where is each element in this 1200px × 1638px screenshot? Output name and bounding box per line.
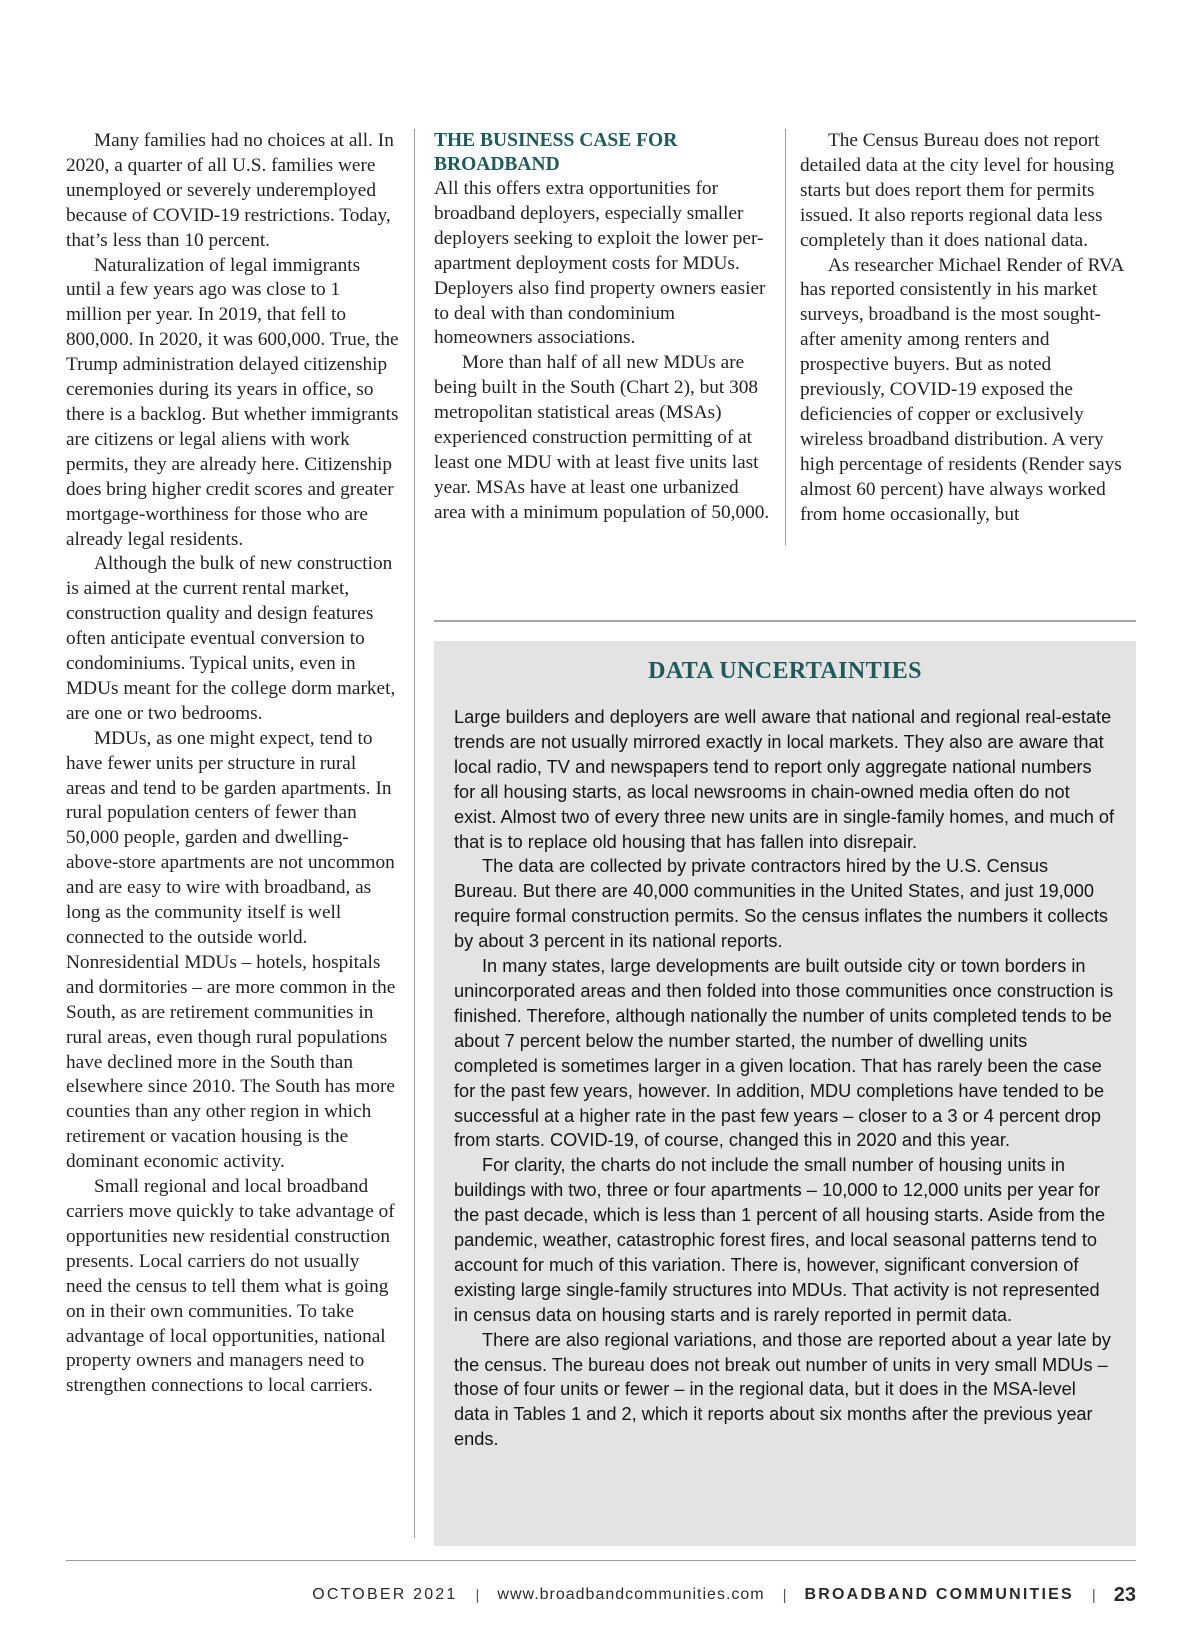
issue-date: OCTOBER 2021 bbox=[312, 1586, 458, 1603]
magazine-name: BROADBAND COMMUNITIES bbox=[804, 1586, 1074, 1603]
sidebar-paragraph: There are also regional variations, and those are reported about a year late by the census. The bureau does not break out number of units in very small MDUs – those of four units or fewer – in the regional data, but it does in the MSA-level data in Tables 1 and 2, which it reports about six months after the previous year ends. bbox=[454, 1329, 1111, 1450]
body-paragraph: Many families had no choices at all. In 2020, a quarter of all U.S. families were unemployed or severely underemployed because of COVID-19 restrictions. Today, that’s less than 10 percent. bbox=[66, 130, 394, 251]
page-number: 23 bbox=[1113, 1583, 1136, 1606]
footer-separator: | bbox=[475, 1586, 480, 1604]
body-paragraph: As researcher Michael Render of RVA has reported consistently in his market surveys, broadband is the most sought-after amenity among renters and prospective buyers. But as noted previously, COVID-19 exposed the deficiencies of copper or exclusively wireless broadband distribution. A very high percentage of residents (Render says almost 60 percent) have always worked from home occasionally, but bbox=[800, 254, 1124, 525]
sidebar-body bbox=[454, 705, 1116, 1452]
body-paragraph: More than half of all new MDUs are being built in the South (Chart 2), but 308 metropolitan statistical areas (MSAs) experienced construction permitting of at least one MDU with at least five units last year. MSAs have at least one urbanized area with a minimum population of 50,000. bbox=[434, 352, 770, 523]
column-divider-left bbox=[414, 129, 415, 1538]
page-footer bbox=[312, 1581, 1136, 1609]
sidebar-paragraph: For clarity, the charts do not include the small number of housing units in buildings with two, three or four apartments – 10,000 to 12,000 units per year for the past decade, which is less than 1 percent of all housing starts. Aside from the pandemic, weather, catastrophic forest fires, and local seasonal patterns tend to account for much of this variation. There is, however, significant conversion of existing large single-family structures into MDUs. That activity is not represented in census data on housing starts and is rarely reported in permit data. bbox=[454, 1155, 1106, 1325]
body-paragraph: The Census Bureau does not report detailed data at the city level for housing starts but does report them for permits issued. It also reports regional data less completely than it does national data. bbox=[800, 130, 1115, 251]
section-heading: THE BUSINESS CASE FOR BROADBAND bbox=[434, 130, 678, 175]
body-paragraph: Although the bulk of new construction is aimed at the current rental market, construction quality and design features often anticipate eventual conversion to condominiums. Typical units, even in MDUs meant for the college dorm market, are one or two bedrooms. bbox=[66, 553, 396, 724]
sidebar-title: DATA UNCERTAINTIES bbox=[648, 658, 922, 684]
body-paragraph: Naturalization of legal immigrants until a few years ago was close to 1 million per year. In 2019, that fell to 800,000. In 2020, it was 600,000. True, the Trump administration delayed citizenship ceremonies during its years in office, so there is a backlog. But whether immigrants are citizens or legal aliens with work permits, they are already here. Citizenship does bring higher credit scores and greater mortgage-worthiness for those who are already legal residents. bbox=[66, 254, 399, 550]
data-uncertainties-sidebar bbox=[434, 641, 1136, 1546]
sidebar-top-rule bbox=[434, 620, 1136, 622]
body-paragraph: MDUs, as one might expect, tend to have fewer units per structure in rural areas and tend to be garden apartments. In rural population centers of fewer than 50,000 people, garden and dwelling-above-store apartments are not uncommon and are easy to wire with broadband, as long as the community itself is well connected to the outside world. Nonresidential MDUs – hotels, hospitals and dormitories – are more common in the South, as are retirement communities in rural areas, even though rural populations have declined more in the South than elsewhere since 2010. The South has more counties than any other region in which retirement or vacation housing is the dominant economic activity. bbox=[66, 727, 396, 1173]
website-url: www.broadbandcommunities.com bbox=[497, 1586, 765, 1603]
article-column-1 bbox=[66, 129, 399, 1399]
footer-rule bbox=[66, 1560, 1136, 1561]
body-paragraph: All this offers extra opportunities for broadband deployers, especially smaller deployers seeking to exploit the lower per-apartment deployment costs for MDUs. Deployers also find property owners easier to deal with than condominium homeowners associations. bbox=[434, 178, 766, 349]
body-paragraph: Small regional and local broadband carriers move quickly to take advantage of opportunities new residential construction presents. Local carriers do not usually need the census to tell them what is going on in their own communities. To take advantage of local opportunities, national property owners and managers need to strengthen connections to local carriers. bbox=[66, 1176, 395, 1397]
footer-separator: | bbox=[1091, 1586, 1096, 1604]
sidebar-paragraph: The data are collected by private contractors hired by the U.S. Census Bureau. But there are 40,000 communities in the United States, and just 19,000 require formal construction permits. So the census inflates the numbers it collects by about 3 percent in its national reports. bbox=[454, 856, 1109, 952]
footer-separator: | bbox=[782, 1586, 787, 1604]
sidebar-paragraph: In many states, large developments are built outside city or town borders in unincorporated areas and then folded into those communities once construction is finished. Therefore, although nationally the number of units completed tends to be about 7 percent below the number started, the number of dwelling units completed is sometimes larger in a given location. That has rarely been the case for the past few years, however. In addition, MDU completions have tended to be successful at a higher rate in the past few years – closer to a 3 or 4 percent drop from starts. COVID-19, of course, changed this in 2020 and this year. bbox=[454, 956, 1114, 1151]
column-divider-right bbox=[785, 129, 786, 545]
article-column-3 bbox=[800, 129, 1136, 528]
sidebar-paragraph: Large builders and deployers are well aware that national and regional real-estate trends are not usually mirrored exactly in local markets. They also are aware that local radio, TV and newspapers tend to report only aggregate national numbers for all housing starts, as local newsrooms in chain-owned media often do not exist. Almost two of every three new units are in single-family homes, and much of that is to replace old housing that has fallen into disrepair. bbox=[454, 707, 1115, 852]
article-column-2 bbox=[434, 129, 770, 526]
